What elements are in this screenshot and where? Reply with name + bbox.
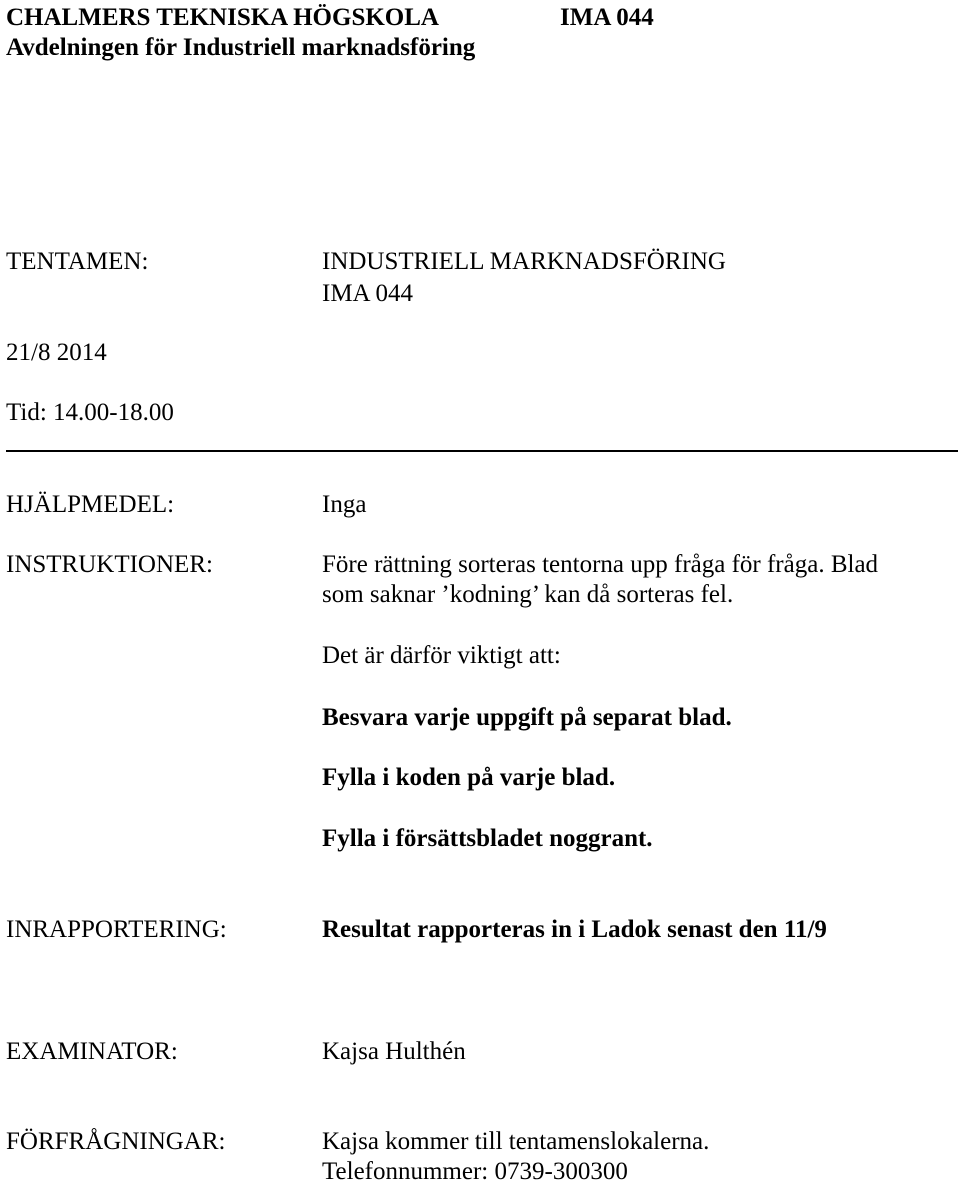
instructions-line-1: Före rättning sorteras tentorna upp fråga för fråga. Blad: [322, 551, 879, 578]
instructions-label: INSTRUKTIONER:: [6, 551, 213, 578]
instructions-intro: Det är därför viktigt att:: [322, 642, 561, 669]
header-course-code: IMA 044: [560, 4, 654, 31]
inquiries-label: FÖRFRÅGNINGAR:: [6, 1128, 226, 1155]
reporting-value: Resultat rapporteras in i Ladok senast den 11/9: [322, 916, 827, 943]
horizontal-divider: [6, 450, 958, 452]
school-name: CHALMERS TEKNISKA HÖGSKOLA: [6, 4, 439, 31]
exam-course-code: IMA 044: [322, 280, 413, 307]
inquiries-line-1: Kajsa kommer till tentamenslokalerna.: [322, 1128, 710, 1155]
reporting-label: INRAPPORTERING:: [6, 916, 227, 943]
department-name: Avdelningen för Industriell marknadsföring: [6, 34, 476, 61]
examiner-label: EXAMINATOR:: [6, 1038, 178, 1065]
exam-label: TENTAMEN:: [6, 248, 149, 275]
inquiries-phone: Telefonnummer: 0739-300300: [322, 1158, 628, 1185]
aids-value: Inga: [322, 491, 367, 518]
instructions-line-2: som saknar ’kodning’ kan då sorteras fel.: [322, 581, 734, 608]
instruction-rule: Fylla i koden på varje blad.: [322, 764, 616, 791]
exam-course-name: INDUSTRIELL MARKNADSFÖRING: [322, 248, 726, 275]
examiner-name: Kajsa Hulthén: [322, 1038, 466, 1065]
exam-date: 21/8 2014: [6, 339, 107, 366]
instruction-rule: Besvara varje uppgift på separat blad.: [322, 704, 732, 731]
instruction-rule: Fylla i försättsbladet noggrant.: [322, 825, 653, 852]
exam-time: Tid: 14.00-18.00: [6, 399, 174, 426]
aids-label: HJÄLPMEDEL:: [6, 491, 175, 518]
